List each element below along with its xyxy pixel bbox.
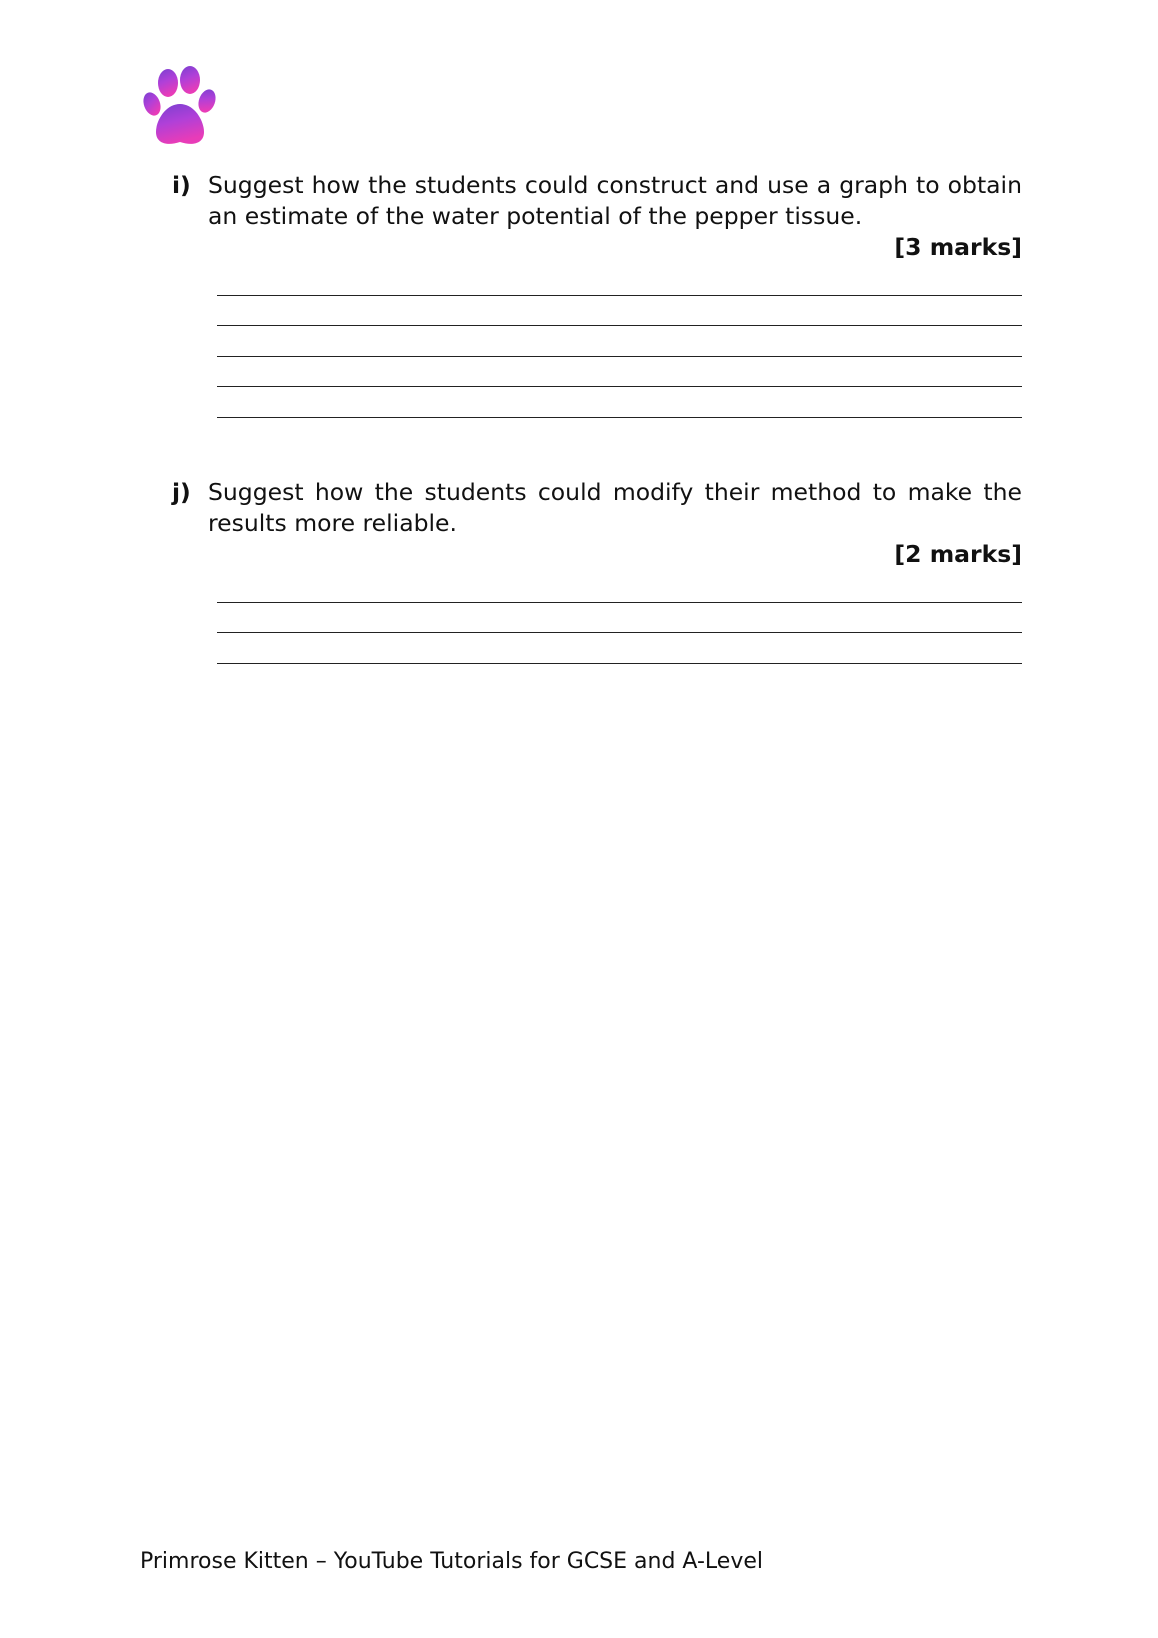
answer-line[interactable] <box>217 603 1022 634</box>
question-text: Suggest how the students could modify their method to make the results more reliable. <box>208 478 1022 537</box>
paw-print-logo-icon <box>142 66 220 148</box>
question-number: j) <box>172 478 191 506</box>
question-i <box>172 170 1022 418</box>
question-text: Suggest how the students could construct and use a graph to obtain an estimate of the water potential of the pepper tissue. <box>208 171 1022 230</box>
answer-line[interactable] <box>217 387 1022 418</box>
answer-line[interactable] <box>217 265 1022 296</box>
marks-label: [3 marks] <box>894 233 1022 261</box>
answer-line[interactable] <box>217 296 1022 327</box>
answer-line[interactable] <box>217 326 1022 357</box>
footer-text: Primrose Kitten – YouTube Tutorials for GCSE and A-Level <box>140 1549 763 1574</box>
marks-label: [2 marks] <box>894 540 1022 568</box>
answer-line[interactable] <box>217 633 1022 664</box>
answer-area[interactable] <box>217 265 1022 418</box>
answer-area[interactable] <box>217 572 1022 664</box>
answer-line[interactable] <box>217 357 1022 388</box>
question-number: i) <box>172 171 191 199</box>
answer-line[interactable] <box>217 572 1022 603</box>
question-j <box>172 477 1022 664</box>
